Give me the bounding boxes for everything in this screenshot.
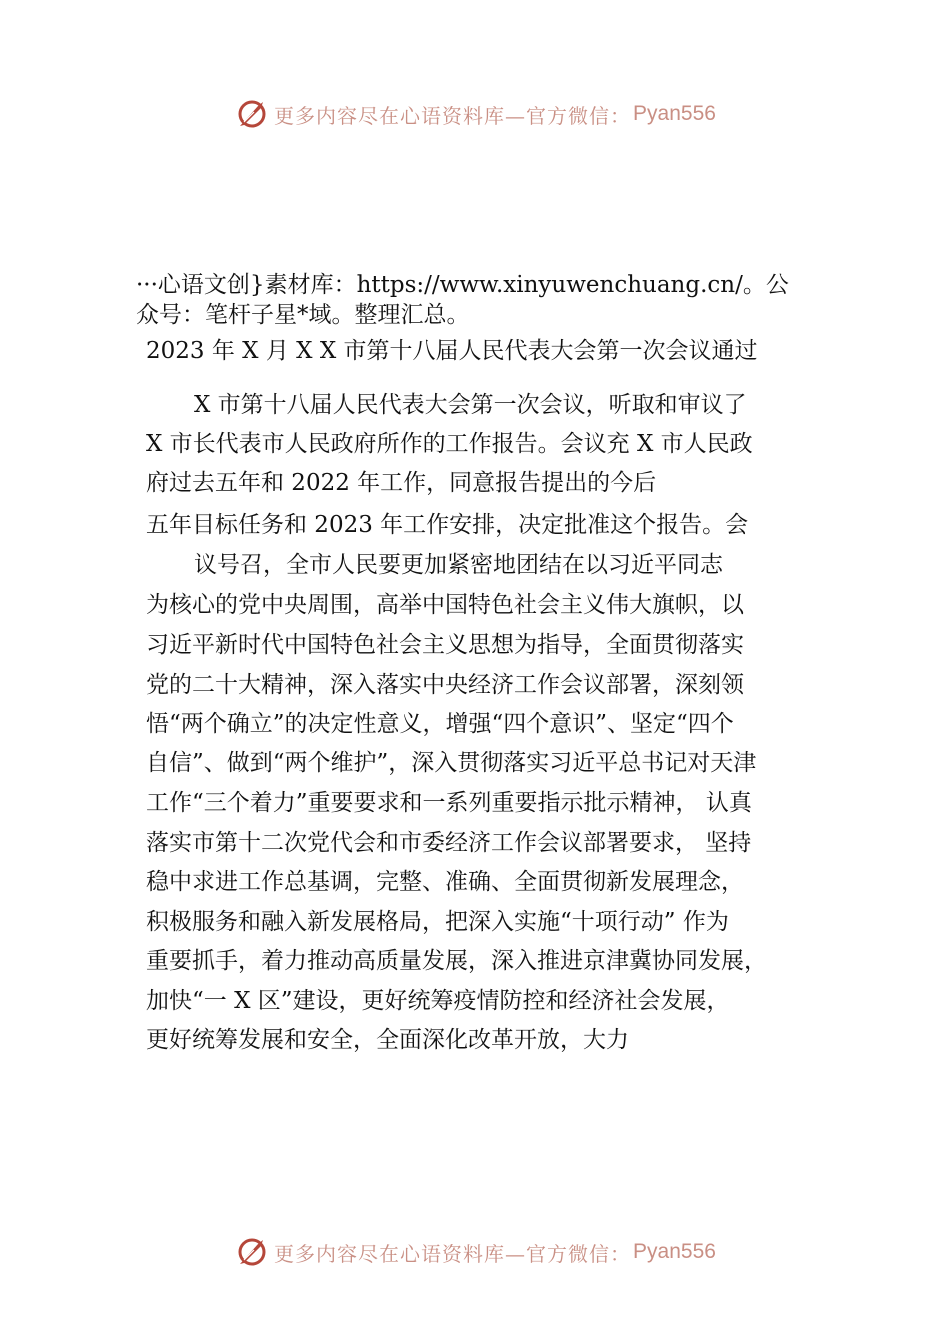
body-line: 议号召，全市人民要更加紧密地团结在以习近平同志 [194,552,723,578]
body-line: 府过去五年和 2022 年工作，同意报告提出的今后 [146,470,657,496]
watermark-wechat-id: Pyan556 [633,1240,716,1263]
body-line: 为核心的党中央周围，高举中国特色社会主义伟大旗帜，以 [146,592,744,618]
body-line: 加快“一 X 区”建设，更好统筹疫情防控和经济社会发展， [146,988,730,1014]
header-watermark [0,94,950,134]
body-line: 更好统筹发展和安全，全面深化改革开放，大力 [146,1027,629,1053]
body-line: 重要抓手，着力推动高质量发展，深入推进京津冀协同发展， [146,948,767,974]
body-line: X 市长代表市人民政府所作的工作报告。会议充 X 市人民政 [146,431,753,457]
body-line: 悟“两个确立”的决定性意义，增强“四个意识”、坚定“四个 [146,711,734,737]
body-line: 工作“三个着力”重要要求和一系列重要指示批示精神， 认真 [146,790,752,816]
body-line: 党的二十大精神，深入落实中央经济工作会议部署，深刻领 [146,672,744,698]
resolution-title: 2023 年 X 月 X X 市第十八届人民代表大会第一次会议通过 [146,338,758,364]
source-note-line-2: 众号：笔杆子星*域。整理汇总。 [136,302,470,328]
body-line: 积极服务和融入新发展格局，把深入实施“十项行动” 作为 [146,909,729,935]
watermark-text: 更多内容尽在心语资料库—官方微信： [274,103,632,128]
body-line: X 市第十八届人民代表大会第一次会议，听取和审议了 [194,392,747,418]
watermark-text: 更多内容尽在心语资料库—官方微信： [274,1241,632,1266]
quill-logo-icon [234,1234,270,1270]
body-line: 习近平新时代中国特色社会主义思想为指导，全面贯彻落实 [146,632,744,658]
source-note-line-1: ···心语文创}素材库：https://www.xinyuwenchuang.cn/。公 [136,272,789,298]
footer-watermark [0,1232,950,1272]
watermark-wechat-id: Pyan556 [633,102,716,125]
body-line: 落实市第十二次党代会和市委经济工作会议部署要求， 坚持 [146,830,752,856]
body-line: 稳中求进工作总基调，完整、准确、全面贯彻新发展理念， [146,869,744,895]
quill-logo-icon [234,96,270,132]
body-line: 自信”、做到“两个维护”，深入贯彻落实习近平总书记对天津 [146,750,757,776]
body-line: 五年目标任务和 2023 年工作安排，决定批准这个报告。会 [146,512,749,538]
